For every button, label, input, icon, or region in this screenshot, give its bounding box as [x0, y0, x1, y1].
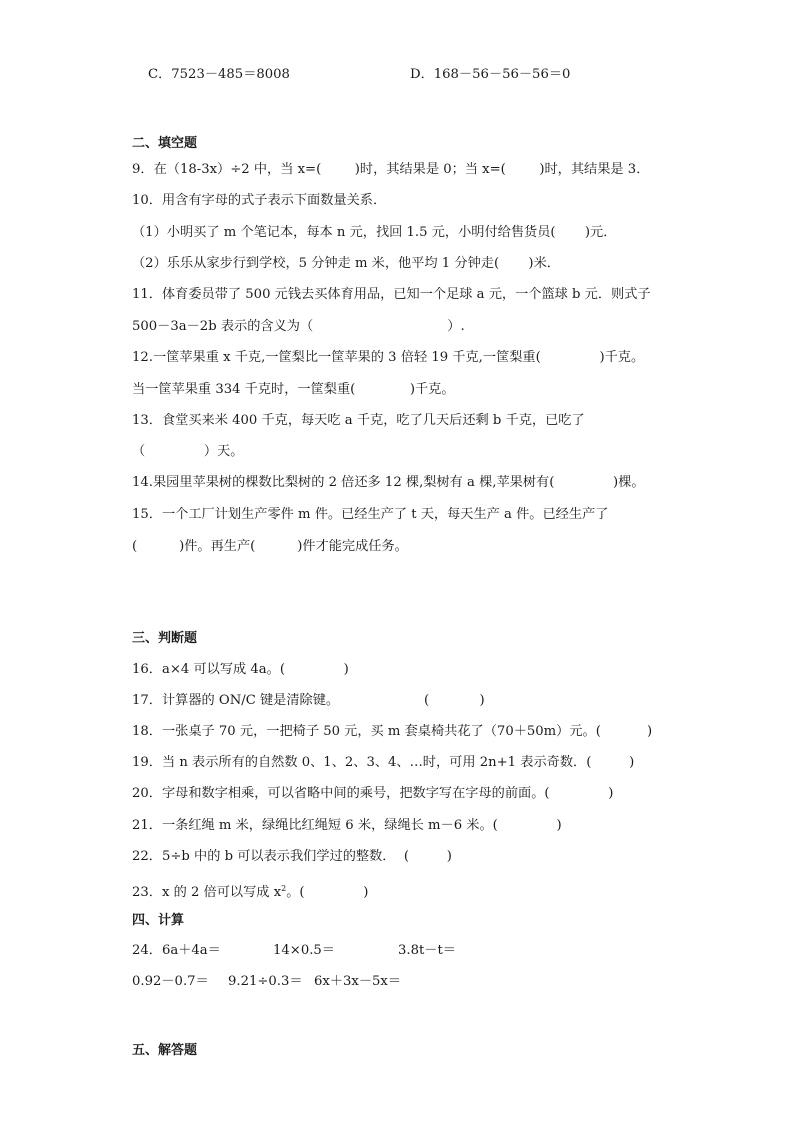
calc-24-e: 9.21÷0.3＝ — [228, 974, 303, 989]
calc-24-c: 3.8t－t＝ — [398, 943, 456, 958]
question-17: 17．计算器的 ON/C 键是清除键。 — [132, 693, 340, 708]
section-fill-heading: 二、填空题 — [132, 136, 198, 151]
calc-24-f: 6x＋3x－5x＝ — [314, 974, 402, 989]
option-c: C．7523－485＝8008 — [148, 67, 290, 82]
question-9: 9．在（18-3x）÷2 中，当 x=( )时，其结果是 0；当 x=( )时，其结果是 3． — [132, 162, 650, 177]
question-19: 19．当 n 表示所有的自然数 0、1、2、3、4、…时，可用 2n+1 表示奇数．( ) — [132, 755, 635, 770]
question-14: 14.果园里苹果树的棵数比梨树的 2 倍还多 12 棵,梨树有 a 棵,苹果树有( )棵。 — [132, 475, 645, 490]
question-10: 10．用含有字母的式子表示下面数量关系． — [132, 193, 387, 208]
calc-24-d: 0.92－0.7＝ — [132, 974, 209, 989]
section-solve-heading: 五、解答题 — [132, 1043, 198, 1058]
question-22: 22．5÷b 中的 b 可以表示我们学过的整数． ( ) — [132, 849, 452, 864]
question-23-blank: 。( ) — [286, 885, 369, 900]
calc-24-a: 24．6a＋4a＝ — [132, 943, 221, 958]
question-12-line1: 12.一筐苹果重 x 千克,一筐梨比一筐苹果的 3 倍轻 19 千克,一筐梨重( )千克。 — [132, 350, 645, 365]
question-21: 21．一条红绳 m 米，绿绳比红绳短 6 米，绿绳长 m－6 米。( ) — [132, 818, 562, 833]
option-d: D．168－56－56－56＝0 — [410, 67, 571, 82]
question-20: 20．字母和数字相乘，可以省略中间的乘号，把数字写在字母的前面。( ) — [132, 786, 614, 801]
question-23-superscript: 2 — [281, 884, 287, 893]
question-10-2: （2）乐乐从家步行到学校，5 分钟走 m 米，他平均 1 分钟走( )米． — [132, 256, 560, 271]
question-15-line2: ( )件。再生产( )件才能完成任务。 — [132, 539, 408, 554]
question-12-line2: 当一筐苹果重 334 千克时，一筐梨重( )千克。 — [132, 382, 455, 397]
question-23-text: 23．x 的 2 倍可以写成 x — [132, 885, 282, 900]
question-17-blank: ( ) — [424, 693, 485, 708]
question-13-line2: （ ）天。 — [132, 444, 244, 459]
question-16: 16．a×4 可以写成 4a。( ) — [132, 662, 349, 677]
calc-24-b: 14×0.5＝ — [273, 943, 335, 958]
question-10-1: （1）小明买了 m 个笔记本，每本 n 元，找回 1.5 元，小明付给售货员( )元． — [132, 225, 617, 240]
question-15-line1: 15．一个工厂计划生产零件 m 件。已经生产了 t 天，每天生产 a 件。已经生产了 — [132, 507, 609, 522]
question-11-line2: 500－3a－2b 表示的含义为（ ）. — [132, 319, 465, 334]
question-23 — [132, 880, 368, 902]
question-11-line1: 11．体育委员带了 500 元钱去买体育用品，已知一个足球 a 元，一个篮球 b 元．则式子 — [132, 287, 651, 302]
section-judge-heading: 三、判断题 — [132, 631, 198, 646]
question-18: 18．一张桌子 70 元，一把椅子 50 元，买 m 套桌椅共花了（70＋50m）元。( ) — [132, 724, 653, 739]
section-calc-heading: 四、计算 — [132, 913, 185, 928]
question-13-line1: 13．食堂买来米 400 千克，每天吃 a 千克，吃了几天后还剩 b 千克，已吃了 — [132, 413, 585, 428]
